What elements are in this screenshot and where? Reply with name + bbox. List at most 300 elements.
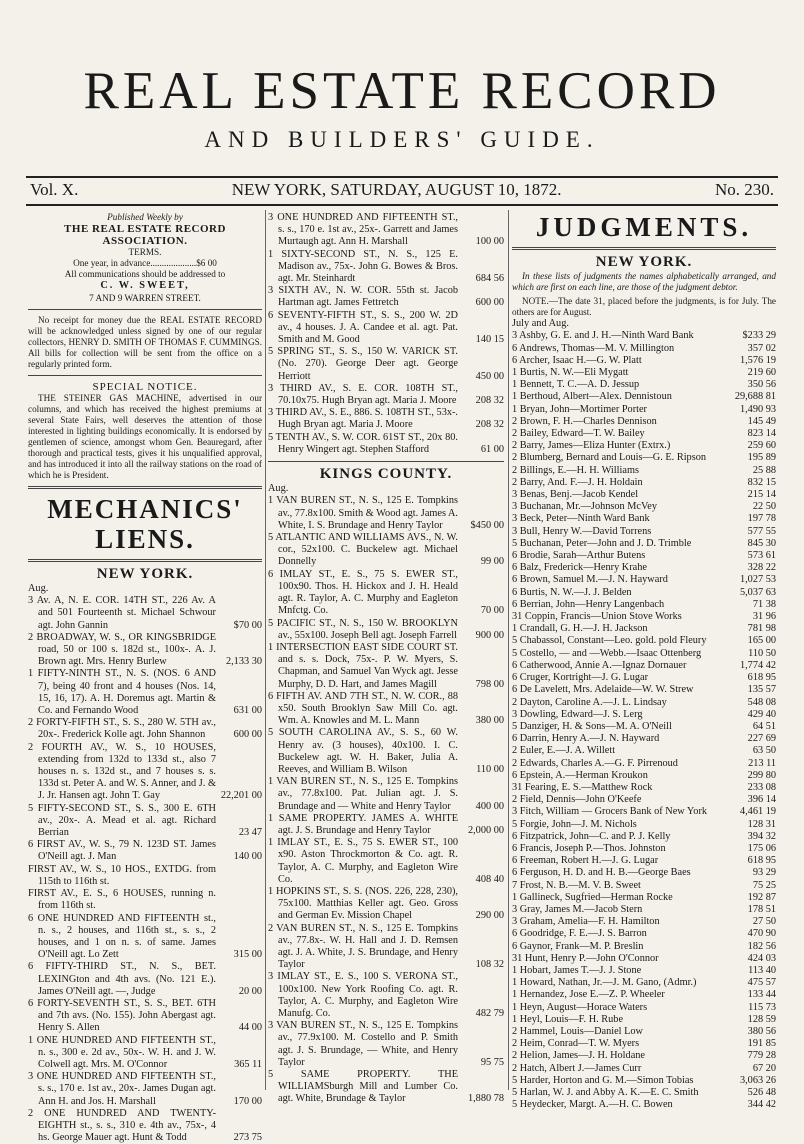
judgment-row [512,697,776,709]
entry-text: 6 ONE HUNDRED AND FIFTEENTH st., n. s., 2 houses, and 116th st., s. s., 2 houses, and 1 on n. s. of same. James O'Neill agt. Lo Zett [28,912,216,961]
entry-text: 6 Ferguson, H. D. and H. B.—George Baes [512,867,691,879]
entry-amount: 25 88 [752,464,776,476]
entry-amount: 394 32 [747,830,776,842]
entry-amount: 95 75 [480,1056,504,1068]
entry-amount: 1,576 19 [739,354,776,366]
entry-amount: 215 14 [747,489,776,501]
entry-amount: 350 56 [747,379,776,391]
lien-entry [268,1069,504,1106]
entry-text: 1 INTERSECTION EAST SIDE COURT ST. and s. s. Dock, 75x-. P. W. Myers, S. Chapman, and Samuel Van Wyck agt. Jesse Murphy, D. D. Hart, and James Magill [268,641,458,690]
lien-entry [268,1020,504,1069]
entry-text: 6 IMLAY ST., E. S., 75 S. EWER ST., 100x90. Thos. H. Hickox and J. H. Heald agt. R. Taylor, A. C. Murphy and Eagleton Mnfctg. Co. [268,568,458,617]
entry-amount: 31 96 [752,611,776,623]
judgment-row [512,452,776,464]
entry-text: 1 Berthoud, Albert—Alex. Dennistoun [512,391,672,403]
judgments-list [512,330,776,1111]
terms-line: One year, in advance....................$6 00 [73,258,217,269]
judgment-row [512,672,776,684]
entry-text: 5 PACIFIC ST., N. S., 150 W. BROOKLYN av., 55x100. Joseph Bell agt. Joseph Farrell [268,617,458,641]
receipt-note: No receipt for money due the REAL ESTATE RECORD will be acknowledged unless signed by one of our regular collectors, HENRY D. SMITH OF THOMAS F. CUMMINGS. All bills for collection will be sent from the office on a regularly printed form. [28,314,262,369]
entry-text: 6 Cruger, Kortright—J. G. Lugar [512,672,648,684]
entry-text: 3 Fitch, William — Grocers Bank of New York [512,806,708,818]
judgment-row [512,489,776,501]
entry-text: 3 Dowling, Edward—J. S. Lerg [512,708,643,720]
masthead-subtitle: AND BUILDERS' GUIDE. [204,127,600,152]
lien-entry [28,717,262,741]
volume-number: Vol. X. [30,180,79,199]
judgment-row [512,611,776,623]
entry-text: 3 IMLAY ST., E. S., 100 S. VERONA ST., 100x100. New York Roofing Co. agt. R. Taylor, A. C. Murphy, and Eagleton Wire Manufg. Co. [268,971,458,1019]
entry-amount: 219 60 [747,367,776,379]
entry-amount: 2,000 00 [467,824,504,836]
dateline [30,180,774,200]
entry-amount: $450 00 [470,519,504,531]
entry-text: 5 Buchanan, Peter—John and J. D. Trimble [512,537,692,549]
issue-date: NEW YORK, SATURDAY, AUGUST 10, 1872. [231,180,562,199]
column-divider [265,210,266,1090]
entry-amount: 113 40 [748,964,776,976]
lien-entry [28,632,262,669]
entry-amount: 573 61 [747,550,776,562]
judgment-row [512,916,776,928]
entry-text: 5 Costello, — and —Webb.—Isaac Ottenberg [512,647,702,659]
entry-text: 2 Bailey, Edward—T. W. Bailey [512,428,645,440]
entry-amount: 128 59 [747,1013,776,1025]
new-york-heading: NEW YORK. [96,565,194,582]
entry-text: 5 Heydecker, Margt. A.—H. C. Bowen [512,1099,673,1111]
lien-entry [268,776,504,813]
communications-line: All communications should be addressed to [64,269,226,280]
entry-amount: 110 00 [476,763,504,775]
issue-number: No. 230. [714,180,774,199]
entry-text: FIRST AV., E. S., 6 HOUSES, running n. from 116th st. [28,888,216,912]
entry-amount: 424 03 [747,952,776,964]
judgment-row [512,684,776,696]
judgment-row [512,330,776,342]
entry-text: 7 Frost, N. B.—M. V. B. Sweet [512,879,641,891]
entry-amount: 273 75 [233,1132,262,1144]
liens-list-continued [268,212,504,456]
lien-entry [268,310,504,347]
entry-text: 1 Gallineck, Sugfried—Herman Rocke [512,891,673,903]
entry-text: 5 ATLANTIC AND WILLIAMS AVS., N. W. cor., 52x100. C. Buckelew agt. Michael Donnelly [268,532,458,568]
entry-text: 2 ONE HUNDRED AND TWENTY-EIGHTH st., s. s., 310 e. 4th av., 75x-, 4 hs. George Mauer agt. Hunt & Todd [28,1107,216,1144]
month-label: Aug. [28,583,49,595]
entry-text: 5 TENTH AV., S. W. COR. 61ST ST., 20x 80. Henry Wingert agt. Stephen Stafford [268,431,458,455]
entry-text: 1 IMLAY ST., E. S., 75 S. EWER ST., 100 x90. Aston Throckmorton & Co. agt. R. Taylor, A. C. Murphy, and Eagleton Wire Co. [268,837,458,885]
entry-text: 1 Heyn, August—Horace Waters [512,1001,648,1013]
entry-amount: 832 15 [747,476,776,488]
judgment-row [512,745,776,757]
entry-amount: 213 11 [748,757,776,769]
entry-text: 2 Helion, James—J. H. Holdane [512,1050,645,1062]
judgment-row [512,733,776,745]
entry-amount: 170 00 [233,1095,262,1107]
entry-amount: $70 00 [233,619,262,631]
entry-text: 1 Burtis, N. W.—Eli Mygatt [512,367,629,379]
judgment-row [512,904,776,916]
entry-text: 6 Fitzpatrick, John—C. and P. J. Kelly [512,830,671,842]
judgment-row [512,806,776,818]
entry-amount: 140 00 [233,851,262,863]
column-left [28,212,262,1144]
divider [28,559,262,562]
entry-amount: 61 00 [480,443,504,455]
entry-text: FIRST AV., W. S., 10 HOS., EXTDG. from 115th to 116th st. [28,863,216,887]
entry-amount: 197 78 [747,513,776,525]
entry-amount: 299 80 [747,769,776,781]
entry-amount: 344 42 [747,1099,776,1111]
entry-text: 6 Freeman, Robert H.—J. G. Lugar [512,855,659,867]
publisher-name: THE REAL ESTATE RECORD ASSOCIATION. [64,223,226,248]
entry-text: 3 Gray, James M.—Jacob Stern [512,903,643,915]
masthead-title: REAL ESTATE RECORD [83,62,721,120]
entry-amount: 175 06 [747,842,776,854]
judgment-row [512,538,776,550]
judgment-row [512,513,776,525]
judgment-row [512,977,776,989]
entry-amount: 475 57 [747,977,776,989]
terms-label: TERMS. [128,247,162,258]
entry-amount: 208 32 [475,395,504,407]
entry-text: 2 Barry, And. F.—J. H. Holdain [512,476,643,488]
entry-amount: 233 08 [747,781,776,793]
lien-entry [268,971,504,1020]
entry-amount: 396 14 [747,794,776,806]
entry-amount: 380 00 [475,715,504,727]
date-heading: July and Aug. [512,318,569,330]
kings-liens-list [268,495,504,1105]
entry-text: 6 Gaynor, Frank—M. P. Breslin [512,940,644,952]
entry-amount: 1,880 78 [467,1093,504,1105]
entry-text: 1 VAN BUREN ST., N. S., 125 E. Tompkins av., 77.8x100. Smith & Wood agt. James A. White, I. S. Brundage and Henry Taylor [268,495,458,531]
judgment-row [512,1050,776,1062]
judgment-row [512,843,776,855]
lien-entry [268,837,504,886]
entry-amount: 93 29 [752,867,776,879]
lien-entry [268,532,504,569]
judgment-row [512,477,776,489]
column-middle [268,212,504,1106]
entry-text: 2 BROADWAY, W. S., OR KINGSBRIDGE road, 50 or 100 s. 182d st., 100x-. A. J. Brown agt. Mrs. Henry Burlew [28,631,216,668]
entry-amount: 3,063 26 [739,1074,776,1086]
entry-amount: 845 30 [747,537,776,549]
entry-amount: 70 00 [480,605,504,617]
entry-amount: 631 00 [233,705,262,717]
lien-entry [28,998,262,1035]
judgment-row [512,562,776,574]
judgments-note: In these lists of judgments the names alphabetically arranged, and which are first on each line, are those of the judgment debtor. [512,271,776,293]
judgment-row [512,635,776,647]
entry-amount: 526 48 [747,1087,776,1098]
lien-entry [268,432,504,456]
entry-text: 6 Darrin, Henry A.—J. N. Hayward [512,733,660,745]
entry-amount: 191 85 [747,1038,776,1050]
judgment-row [512,367,776,379]
entry-text: 3 VAN BUREN ST., N. S., 125 E. Tompkins av., 77.9x100. M. Costello and P. Smith agt. J. S. Brundage, — White, and Henry Taylor [268,1020,458,1068]
entry-amount: 5,037 63 [739,586,776,598]
entry-amount: 577 55 [747,525,776,537]
judgment-row [512,440,776,452]
entry-text: 1 Crandall, G. H.—J. H. Jackson [512,623,648,635]
entry-text: 6 FORTY-SEVENTH ST., S. S., BET. 6TH and 7th avs. (No. 155). John Abergast agt. Henry S. Allen [28,997,216,1034]
lien-entry [28,864,262,888]
entry-text: 1 Heyl, Louis—F. H. Rube [512,1013,624,1025]
entry-text: 31 Hunt, Henry P.—John O'Connor [512,952,659,964]
judgment-row [512,782,776,794]
lien-entry [28,668,262,717]
lien-entry [268,383,504,407]
lien-entry [28,595,262,632]
entry-text: 6 Berrian, John—Henry Langenbach [512,598,665,610]
entry-amount: 115 73 [748,1001,776,1013]
entry-text: 6 FIFTY-THIRD ST., N. S., BET. LEXINGton and 4th avs. (No. 121 E.). James O'Neill agt. —, Judge [28,961,216,997]
kings-county-heading: KINGS COUNTY. [319,466,453,483]
judgment-row [512,819,776,831]
divider [512,247,776,250]
entry-amount: 208 32 [475,419,504,431]
entry-amount: 328 22 [747,562,776,574]
top-rule [26,176,778,178]
liens-list [28,595,262,1144]
lien-entry [28,1108,262,1144]
judgment-row [512,550,776,562]
judgment-row [512,941,776,953]
judgment-row [512,428,776,440]
lien-entry [268,407,504,431]
entry-amount: 195 89 [747,452,776,464]
entry-text: 1 ONE HUNDRED AND FIFTEENTH ST., n. s., 300 e. 2d av., 50x-. W. H. and J. W. Colwell agt. Mrs. M. O'Connor [28,1034,216,1070]
entry-text: 6 Francis, Joseph P.—Thos. Johnston [512,842,666,854]
entry-text: 2 Barry, James—Eliza Hunter (Extrx.) [512,440,671,452]
entry-text: 5 Harder, Horton and G. M.—Simon Tobias [512,1074,694,1086]
entry-amount: 29,688 81 [734,391,776,403]
entry-text: 3 Benas, Benj.—Jacob Kendel [512,489,639,501]
judgment-row [512,355,776,367]
entry-text: 6 Catherwood, Annie A.—Ignaz Dornauer [512,659,687,671]
entry-amount: 182 56 [747,940,776,952]
entry-amount: 1,490 93 [739,403,776,415]
entry-amount: 100 00 [475,236,504,248]
column-right [512,212,776,1111]
entry-amount: 823 14 [747,428,776,440]
entry-text: 31 Fearing, E. S.—Matthew Rock [512,781,653,793]
entry-amount: 4,461 19 [739,806,776,818]
lien-entry [268,212,504,249]
judgment-row [512,648,776,660]
entry-amount: 684 56 [475,273,504,285]
lien-entry [268,923,504,972]
entry-amount: 618 95 [747,672,776,684]
entry-text: 6 FIFTH AV. AND 7TH ST., N. W. COR., 88 x50. South Brooklyn Saw Mill Co. agt. Wm. A. Knowles and M. L. Mann [268,690,458,727]
column-divider [508,210,509,1090]
lien-entry [28,913,262,962]
entry-text: 3 Graham, Amelia—F. H. Hamilton [512,916,660,928]
month-label: Aug. [268,483,289,495]
entry-text: 2 Edwards, Charles A.—G. F. Pirrenoud [512,757,678,769]
entry-text: 5 SPRING ST., S. S., 150 W. VARICK ST. (No. 270). George Deer agt. George Herriott [268,346,458,382]
entry-text: 6 Balz, Frederick—Henry Krahe [512,562,647,574]
judgment-row [512,465,776,477]
entry-amount: 135 57 [747,684,776,696]
entry-amount: 165 00 [747,635,776,647]
divider [28,486,262,489]
entry-amount: 482 79 [475,1008,504,1019]
entry-text: 5 Forgie, John—J. M. Nichols [512,818,637,830]
judgment-row [512,623,776,635]
entry-amount: 22 50 [752,501,776,513]
entry-text: 6 Burtis, N. W.—J. J. Belden [512,586,632,598]
entry-text: 3 Ashby, G. E. and J. H.—Ninth Ward Bank [512,330,694,342]
entry-amount: 133 44 [747,989,776,1001]
entry-text: 5 Chabassol, Constant—Leo. gold. pold Fleury [512,635,707,647]
judgment-row [512,867,776,879]
entry-text: 6 Archer, Isaac H.—G. W. Platt [512,354,642,366]
lien-entry [28,1071,262,1108]
judgments-title: JUDGMENTS. [535,212,753,242]
entry-amount: 227 69 [747,733,776,745]
lien-entry [268,495,504,532]
entry-amount: 1,027 53 [739,574,776,586]
entry-amount: 64 51 [752,720,776,732]
entry-amount: 1,774 42 [739,659,776,671]
lien-entry [28,742,262,803]
entry-text: 1 Bryan, John—Mortimer Porter [512,403,647,415]
judgment-row [512,965,776,977]
special-notice-body: THE STEINER GAS MACHINE, advertised in our columns, and which has received the highest premiums at several State Fairs, well deserves the attention of those interested in lighting buildings economically. It is endorsed by gentlemen of science, amongst whom Gen. Beauregard, after thorough and practical tests, gives it his unqualified approval, and has introduced it into all the railway stations on the road of which he is President. [28,392,262,480]
judgment-row [512,526,776,538]
published-by: Published Weekly by [107,212,183,222]
entry-text: 1 VAN BUREN ST., N. S., 125 E. Tompkins av., 77.8x100. Pat. Julian agt. J. S. Brundage and — White and Henry Taylor [268,776,458,812]
entry-amount: 99 00 [480,556,504,568]
entry-text: 3 Buchanan, Mr.—Johnson McVey [512,501,658,513]
judgment-row [512,404,776,416]
judgment-row [512,709,776,721]
entry-text: 2 Billings, E.—H. H. Williams [512,464,639,476]
new-york-heading: NEW YORK. [595,254,693,270]
lien-entry [268,346,504,383]
entry-amount: 600 00 [475,297,504,309]
entry-amount: 108 32 [475,959,504,971]
entry-text: 5 Danziger, H. & Sons—M. A. O'Neill [512,720,672,732]
lien-entry [268,691,504,728]
lien-entry [268,618,504,642]
editor-address: 7 AND 9 WARREN STREET. [89,292,201,303]
entry-text: 3 THIRD AV., S. E., 886. S. 108TH ST., 53x-. Hugh Bryan agt. Maria J. Moore [268,407,458,431]
entry-text: 1 Howard, Nathan, Jr.—J. M. Gano, (Admr.) [512,977,697,989]
judgment-row [512,1075,776,1087]
lien-entry [268,642,504,691]
entry-text: 1 Hobart, James T.—J. J. Stone [512,964,642,976]
entry-amount: 44 00 [238,1022,262,1034]
judgment-row [512,831,776,843]
entry-amount: 178 51 [747,903,776,915]
entry-amount: 600 00 [233,729,262,741]
entry-amount: 71 38 [752,598,776,610]
entry-amount: 22,201 00 [220,790,262,802]
lien-entry [268,727,504,776]
entry-text: 1 FIFTY-NINTH ST., N. S. (NOS. 6 AND 7), being 40 front and 4 houses (Nos. 14, 15, 16, 17). A. H. Doremus agt. Martin & Co. and Fernando Wood [28,668,216,717]
entry-text: 5 SOUTH CAROLINA AV., S. S., 60 W. Henry av. (3 houses), 40x100. I. C. Buckelew agt. W. H. Baker, Julia A. Reeves, and William B. Wilson [268,727,458,775]
entry-text: 6 Brodie, Sarah—Arthur Butens [512,550,646,562]
judgment-row [512,1087,776,1099]
lien-entry [28,1035,262,1072]
lien-entry [268,813,504,837]
judgment-row [512,770,776,782]
judgment-row [512,379,776,391]
entry-text: 3 ONE HUNDRED AND FIFTEENTH ST., s. s., 170 e. 1st av., 20x-. James Dugan agt. Ann H. and Jos. H. Marshall [28,1071,216,1107]
judgment-row [512,660,776,672]
entry-text: 5 FIFTY-SECOND ST., S. S., 300 E. 6TH av., 20x-. A. Mead et al. agt. Richard Berrian [28,802,216,839]
entry-amount: 290 00 [475,910,504,922]
entry-text: 3 Beck, Peter—Ninth Ward Bank [512,513,650,525]
entry-text: 3 THIRD AV., S. E. COR. 108TH ST., 70.10x75. Hugh Bryan agt. Maria J. Moore [268,382,458,407]
entry-text: 1 SIXTY-SECOND ST., N. S., 125 E. Madison av., 75x-. John G. Bowes & Bros. agt. Mr. Steinhardt [268,248,458,285]
entry-text: 1 SAME PROPERTY. JAMES A. WHITE agt. J. S. Brundage and Henry Taylor [268,812,458,836]
entry-amount: 365 11 [234,1058,262,1070]
lien-entry [28,888,262,912]
entry-amount: 145 49 [747,415,776,427]
mechanics-liens-title: MECHANICS' LIENS. [47,493,243,554]
judgment-row [512,1038,776,1050]
lien-entry [268,285,504,309]
entry-text: 3 Av. A, N. E. COR. 14TH ST., 226 Av. A and 501 Fourteenth st. Michael Schwour agt. John Gannin [28,595,216,631]
entry-text: 6 De Lavelett, Mrs. Adelaide—W. W. Strew [512,684,694,696]
entry-text: 2 FOURTH AV., W. S., 10 HOUSES, extending from 132d to 133d st., also 7 houses n. s. 132d st., and 7 houses s. s. 133d st. Peter A. and W. S. Anner, and J. & J. Jr. Hansen agt. John T. Gay [28,741,216,802]
entry-text: 2 VAN BUREN ST., N. S., 125 E. Tompkins av., 77.8x-. W. H. Hall and J. D. Remsen agt. J. A. White, J. S. Brundage, and Henry Taylor [268,922,458,971]
entry-amount: 408 40 [475,873,504,885]
judgment-row [512,1063,776,1075]
judgment-row [512,599,776,611]
entry-amount: 20 00 [238,985,262,997]
masthead [0,62,804,154]
entry-amount: 400 00 [475,800,504,812]
judgment-row [512,1014,776,1026]
entry-amount: 779 28 [747,1050,776,1062]
judgment-row [512,416,776,428]
entry-amount: 357 02 [747,342,776,354]
entry-amount: 110 50 [748,647,776,659]
entry-amount: 128 31 [747,818,776,830]
lien-entry [268,886,504,923]
judgment-row [512,721,776,733]
entry-amount: 140 15 [475,334,504,346]
entry-text: 31 Coppin, Francis—Union Stove Works [512,611,682,623]
judgment-row [512,391,776,403]
entry-amount: 75 25 [752,879,776,891]
entry-amount: 429 40 [747,708,776,720]
judgment-row [512,1002,776,1014]
judgment-row [512,892,776,904]
entry-text: 5 SAME PROPERTY. THE WILLIAMSburgh Mill and Lumber Co. agt. White, Brundage & Taylor [268,1069,458,1105]
judgment-row [512,758,776,770]
judgment-row [512,343,776,355]
entry-text: 2 FORTY-FIFTH ST., S. S., 280 W. 5TH av., 20x-. Frederick Kolle agt. John Shannon [28,717,216,741]
entry-amount: 23 47 [238,827,262,839]
entry-text: 2 Field, Dennis—John O'Keefe [512,794,642,806]
entry-text: 6 SEVENTY-FIFTH ST., S. S., 200 W. 2D av., 4 houses. J. A. Candee et al. agt. Pat. Smith and M. Good [268,309,458,346]
judgment-row [512,587,776,599]
entry-text: 6 FIRST AV., W. S., 79 N. 123D ST. James O'Neill agt. J. Man [28,839,216,863]
entry-text: 2 Blumberg, Bernard and Louis—G. E. Ripson [512,452,707,464]
judgment-row [512,953,776,965]
entry-text: 3 SIXTH AV., N. W. COR. 55th st. Jacob Hartman agt. James Fettretch [268,285,458,309]
entry-text: 2 Brown, F. H.—Charles Dennison [512,415,657,427]
lien-entry [28,961,262,998]
entry-text: 6 Brown, Samuel M.—J. N. Hayward [512,574,668,586]
entry-amount: 900 00 [475,629,504,641]
entry-amount: 450 00 [475,370,504,382]
